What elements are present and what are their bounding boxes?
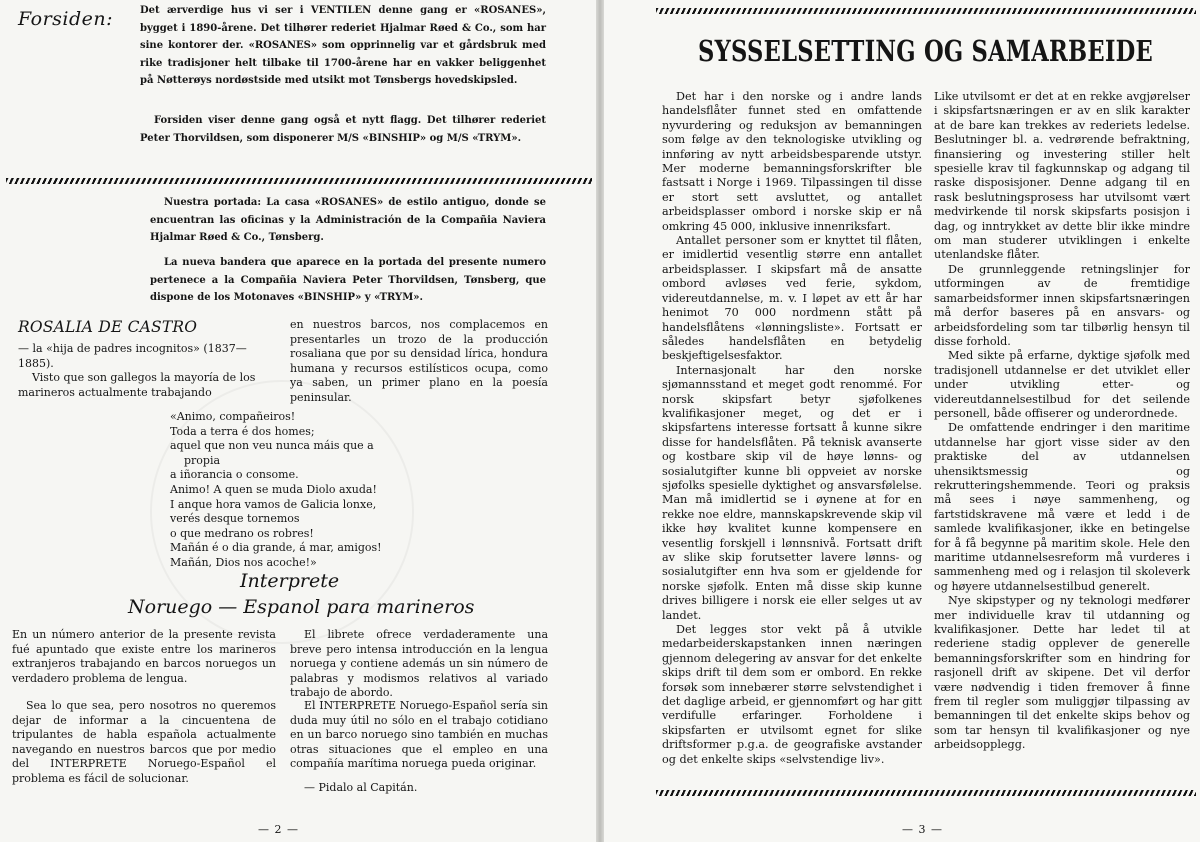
wavy-divider [6, 178, 592, 184]
poem-line: a iñorancia o consome. [170, 468, 299, 482]
article-paragraph: Internasjonalt har den norske sjømannsstand et meget godt renommé. For norsk skipsfart betyr sjøfolkenes kvalifikasjoner meget, og det er i skipsfartens interesse fortsatt å kunne sikre disse for handelsflåten. På teknisk avanserte og kostbare skip vil de høye lønns- og sosialutgifter kunne bli oppveiet av norske sjøfolks spesielle dyktighet og ansvarsfølelse. Man må imidlertid se i øynene at for en rekke noe eldre, mannskapskrevende skip vil ikke høy kvalitet kunne kompensere en vesentlig forskjell i lønnsnivå. Fortsatt drift av slike skip forutsetter lavere lønns- og sosialutgifter enn hva som er gjeldende for norske sjøfolk. Enten må disse skip kunne drives billigere i norsk eie eller selges ut av landet. [662, 363, 922, 622]
article-column-2 [934, 90, 1190, 753]
poem-line: aquel que non veu nunca máis que a [170, 439, 374, 453]
poem-line: I anque hora vamos de Galicia lonxe, [170, 497, 377, 511]
article-headline: SYSSELSETTING OG SAMARBEIDE [698, 34, 1153, 68]
interprete-col1-paragraph-2: Sea lo que sea, pero nosotros no queremos dejar de informar a la cincuentena de tripulantes de habla española actualmente navegando en nuestros barcos que por medio del INTERPRETE Noruego-Español el problema es fácil de solucionar. [12, 699, 276, 785]
article-paragraph: De omfattende endringer i den maritime utdannelse har gjort visse sider av den praktiske del av utdannelsen uhensiktsmessig og rekrutteringshemmende. Teori og praksis må sees i nøye sammenheng, og fartstidskravene må være et ledd i de samlede kvalifikasjoner, ikke en betingelse for å få begynne på maritim skole. Hele den maritime utdannelsesreform må vurderes i sammenheng med og i relasjon til skoleverk og høyere utdannelsestilbud generelt. [934, 421, 1190, 593]
article-paragraph: Nye skipstyper og ny teknologi medfører mer individuelle krav til utdanning og kvalifikasjoner. Dette har ledet til at rederiene stadig opplever de generelle bemanningsforskrifter som en hindring for rasjonell drift av skipene. Det vil derfor være nødvendig i tiden fremover å finne frem til regler som muliggjør tilpassing av bemanningen til det enkelte skips behov og som tar hensyn til kvalifikasjoner og nye arbeidsopplegg. [934, 594, 1190, 752]
rosalia-intro: Visto que son gallegos la mayoría de los marineros actualmente trabajando [18, 371, 256, 399]
poem-line: Mañán é o dia grande, á mar, amigos! [170, 541, 382, 555]
article-paragraph: Det legges stor vekt på å utvikle medarbeiderskapstanken innen næringen gjennom delegering av ansvar for det enkelte skips drift til dem som er ombord. En rekke forsøk som innebærer større selvstendighet i det daglige arbeid, er gjennomført og har gitt verdifulle erfaringer. Forholdene i skipsfarten er utvilsomt egnet for slike driftsformer p.g.a. de geografiske avstander og det enkelte skips «selvstendige liv». [662, 623, 922, 766]
poem-line: Mañán, Dios nos acoche!» [170, 555, 317, 569]
interprete-title-line-2: Noruego — Espanol para marineros [128, 596, 475, 618]
portada-paragraph-1: Nuestra portada: La casa «ROSANES» de estilo antiguo, donde se encuentran las oficinas y la Administración de la Compañia Naviera Hjalmar Røed & Co., Tønsberg. [150, 197, 546, 243]
interprete-col1-paragraph-1: En un número anterior de la presente revista fué apuntado que existe entre los marineros extranjeros trabajando en barcos noruegos un verdadero problema de lengua. [12, 628, 276, 685]
right-page [604, 0, 1200, 842]
interprete-title-line-1: Interprete [240, 570, 340, 592]
article-column-1 [662, 90, 922, 767]
left-page [0, 0, 596, 842]
rosalia-poem [170, 410, 470, 571]
gutter [596, 0, 604, 842]
wavy-divider-top [656, 8, 1196, 14]
page-number: — 2 — [258, 823, 299, 836]
poem-line: verés desque tornemos [170, 512, 300, 526]
forsiden-paragraph-2: Forsiden viser denne gang også et nytt flagg. Det tilhører rederiet Peter Thorvildsen, som disponerer M/S «BINSHIP» og M/S «TRYM». [140, 115, 546, 144]
interprete-col2-paragraph-1: El librete ofrece verdaderamente una breve pero intensa introducción en la lengua noruega y contiene además un sin número de palabras y modismos relativos al variado trabajo de abordo. [290, 628, 548, 700]
article-paragraph: Det har i den norske og i andre lands handelsflåter funnet sted en omfattende nyvurdering og reduksjon av bemanningen som følge av den teknologiske utvikling og innføring av nytt arbeidsbesparende utstyr. Mer moderne bemanningsforskrifter ble fastsatt i Norge i 1969. Tilpassingen til disse er stort sett avsluttet, og antallet arbeidsplasser ombord i norske skip er nå omkring 45 000, inklusive innenriksfart. [662, 90, 922, 233]
poem-line: propia [184, 453, 221, 467]
article-paragraph: Like utvilsomt er det at en rekke avgjørelser i skipsfartsnæringen er av en slik karakter at de bare kan trekkes av rederiets ledelse. Beslutninger bl. a. vedrørende befraktning, finansiering og investering stiller helt spesielle krav til fagkunnskap og adgang til raske disposisjoner. Denne adgang til en rask beslutningsprosess har utvilsomt vært medvirkende til norsk skipsfarts posisjon i dag, og inntrykket av dette blir ikke mindre om man studerer utviklingen i enkelte utenlandske flåter. [934, 90, 1190, 262]
portada-paragraph-2: La nueva bandera que aparece en la portada del presente numero pertenece a la Compañia Naviera Peter Thorvildsen, Tønsberg, que dispone de los Motonaves «BINSHIP» y «TRYM». [150, 257, 546, 303]
rosalia-dates: — la «hija de padres incognitos» (1837—1885). [18, 342, 247, 370]
poem-line: Animo! A quen se muda Diolo axuda! [170, 482, 377, 496]
interprete-col2-paragraph-2: El INTERPRETE Noruego-Español sería sin duda muy útil no sólo en el trabajo cotidiano en un barco noruego sino también en muchas otras situaciones que el empleo en una compañía marítima noruega pueda originar. [290, 699, 548, 771]
article-paragraph: Med sikte på erfarne, dyktige sjøfolk med tradisjonell utdannelse er det utviklet eller under utvikling etter- og videreutdannelsestilbud for det seilende personell, både offiserer og underordnede. [934, 349, 1190, 420]
article-paragraph: De grunnleggende retningslinjer for utformingen av de fremtidige samarbeidsformer innen skipsfartsnæringen må derfor baseres på en ansvars- og arbeidsfordeling som tar tilbørlig hensyn til disse forhold. [934, 262, 1190, 348]
rosalia-title: ROSALIA DE CASTRO [18, 318, 198, 336]
article-paragraph: Antallet personer som er knyttet til flåten, er imidlertid vesentlig større enn antallet arbeidsplasser. I skipsfart må de ansatte ombord avløses ved ferie, sykdom, videreutdannelse, m. v. I løpet av ett år har henimot 70 000 nordmenn stått på handelsflåtens «lønningsliste». Fortsatt er således handelsflåten en betydelig beskjeftigelsesfaktor. [662, 234, 922, 363]
poem-line: Toda a terra é dos homes; [170, 424, 315, 438]
rosalia-column-2: en nuestros barcos, nos complacemos en presentarles un trozo de la producción rosaliana que por su densidad lírica, hondura humana y recursos estilísticos ocupa, como ya saben, un primer plano en la poesía peninsular. [290, 318, 548, 404]
forsiden-label: Forsiden: [18, 8, 114, 30]
wavy-divider-bottom [656, 790, 1196, 796]
page-number: — 3 — [902, 823, 943, 836]
poem-line: o que medrano os robres! [170, 526, 314, 540]
poem-line: «Animo, compañeiros! [170, 410, 296, 423]
interprete-signoff: — Pidalo al Capitán. [304, 781, 418, 794]
forsiden-paragraph-1: Det ærverdige hus vi ser i VENTILEN denne gang er «ROSANES», bygget i 1890-årene. Det tilhører rederiet Hjalmar Røed & Co., som har sine kontorer der. «ROSANES» som opprinnelig var et gårdsbruk med rike tradisjoner helt tilbake til 1700-årene har en vakker beliggenhet på Nøtterøys nordøstside med utsikt mot Tønsbergs hovedskipsled. [140, 5, 546, 86]
